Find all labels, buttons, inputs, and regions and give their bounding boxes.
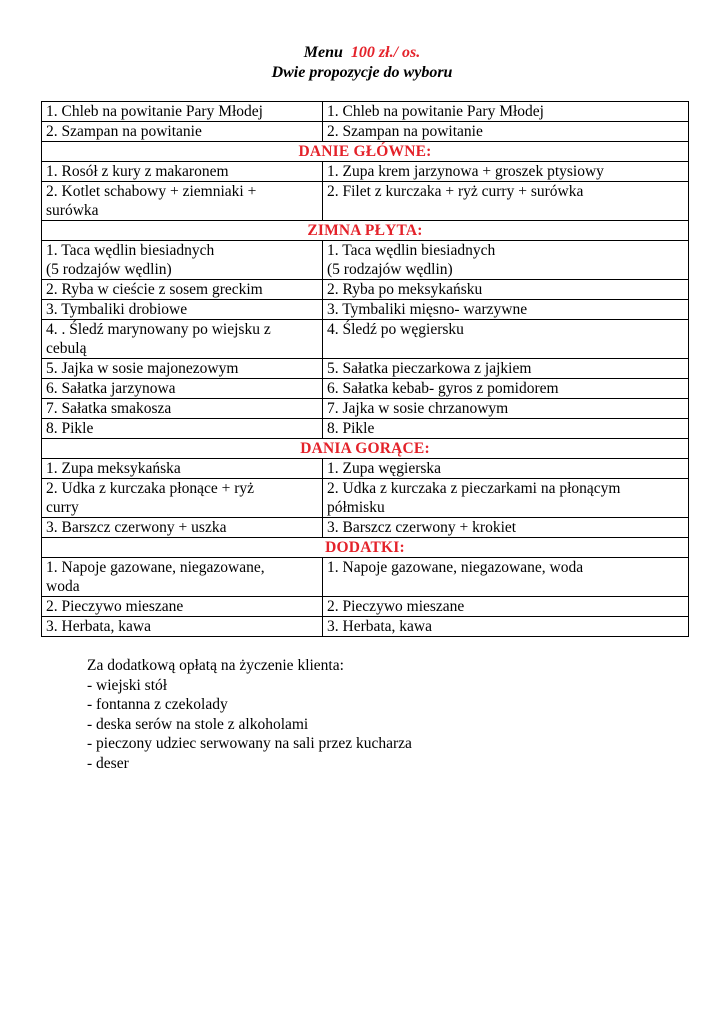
table-cell-right [323,419,689,439]
cell-text-line: 3. Herbata, kawa [46,618,152,635]
table-cell-left [42,617,323,637]
cell-text-line: 2. Udka z kurczaka płonące + ryż [46,480,254,497]
cell-text-line: 2. Udka z kurczaka z pieczarkami na płonącym [327,480,621,497]
menu-table [41,101,689,637]
table-cell-right [323,459,689,479]
menu-table-body [42,102,689,637]
cell-text-line: 2. Pieczywo mieszane [46,598,184,615]
table-cell-left [42,241,323,280]
cell-text-line: półmisku [327,499,385,516]
table-cell-right [323,399,689,419]
cell-text-line: 3. Barszcz czerwony + krokiet [327,519,517,536]
table-cell-left: 2. Szampan na powitanie [42,122,323,142]
table-cell-right: 2. Szampan na powitanie [323,122,689,142]
table-row [42,379,689,399]
table-cell-right [323,597,689,617]
menu-subtitle: Dwie propozycje do wyboru [271,64,453,81]
section-header-row [42,142,689,162]
menu-title-line [0,43,724,63]
table-cell-left [42,320,323,359]
table-row [42,182,689,221]
cell-text-line: 2. Kotlet schabowy + ziemniaki + [46,183,257,200]
cell-text-line: 1. Taca wędlin biesiadnych [46,242,215,259]
cell-text-line: 6. Sałatka kebab- gyros z pomidorem [327,380,559,397]
section-header-row [42,439,689,459]
table-row [42,102,689,122]
cell-text-line: 1. Zupa meksykańska [46,460,181,477]
extras-block [87,656,412,774]
table-row [42,320,689,359]
extras-item: - fontanna z czekolady [87,696,228,714]
table-row [42,122,689,142]
cell-text-line: 3. Barszcz czerwony + uszka [46,519,227,536]
cell-text-line: 3. Herbata, kawa [327,618,433,635]
cell-text-line: 1. Napoje gazowane, niegazowane, woda [327,559,584,576]
section-header-row [42,221,689,241]
table-cell-left [42,280,323,300]
cell-text-line: 6. Sałatka jarzynowa [46,380,176,397]
cell-text-line: 1. Zupa krem jarzynowa + groszek ptysiowy [327,163,604,180]
table-row [42,300,689,320]
cell-text-line: 1. Zupa węgierska [327,460,442,477]
extras-intro: Za dodatkową opłatą na życzenie klienta: [87,657,344,674]
cell-text-line: 7. Sałatka smakosza [46,400,172,417]
section-title: DANIA GORĄCE: [42,439,689,459]
table-cell-left: 1. Chleb na powitanie Pary Młodej [42,102,323,122]
menu-header [0,43,724,83]
extras-item: - deser [87,754,129,772]
table-cell-right [323,300,689,320]
table-cell-left [42,558,323,597]
cell-text-line: 5. Sałatka pieczarkowa z jajkiem [327,360,532,377]
cell-text-line: surówka [46,202,99,219]
section-title: DODATKI: [42,538,689,558]
table-row [42,280,689,300]
table-row [42,558,689,597]
table-cell-right [323,479,689,518]
table-cell-left [42,419,323,439]
table-cell-left [42,518,323,538]
table-row [42,162,689,182]
table-cell-right [323,162,689,182]
cell-text-line: (5 rodzajów wędlin) [46,261,172,278]
cell-text-line: 1. Rosół z kury z makaronem [46,163,229,180]
table-cell-right [323,379,689,399]
cell-text-line: curry [46,499,79,516]
table-cell-left [42,359,323,379]
extras-item: - wiejski stół [87,676,168,694]
cell-text-line: 4. . Śledź marynowany po wiejsku z [46,321,271,338]
table-cell-left [42,399,323,419]
table-cell-left [42,597,323,617]
cell-text-line: 7. Jajka w sosie chrzanowym [327,400,509,417]
cell-text-line: 3. Tymbaliki mięsno- warzywne [327,301,528,318]
cell-text-line: 1. Napoje gazowane, niegazowane, [46,559,265,576]
table-cell-right [323,280,689,300]
table-cell-right [323,558,689,597]
table-row [42,479,689,518]
section-title: DANIE GŁÓWNE: [42,142,689,162]
cell-text-line: woda [46,578,80,595]
menu-price: 100 zł./ os. [350,44,421,61]
cell-text-line: 2. Filet z kurczaka + ryż curry + surówka [327,183,584,200]
table-cell-left [42,300,323,320]
table-row [42,359,689,379]
menu-label: Menu [303,44,343,61]
table-cell-right [323,182,689,221]
table-row [42,399,689,419]
table-row [42,617,689,637]
table-cell-right: 1. Chleb na powitanie Pary Młodej [323,102,689,122]
table-cell-right [323,320,689,359]
cell-text-line: cebulą [46,340,87,357]
table-row [42,518,689,538]
cell-text-line: 8. Pikle [46,420,94,437]
table-cell-left [42,379,323,399]
cell-text-line: 3. Tymbaliki drobiowe [46,301,188,318]
extras-item: - pieczony udziec serwowany na sali przez kucharza [87,735,412,753]
table-cell-right [323,359,689,379]
section-header-row [42,538,689,558]
table-row [42,419,689,439]
cell-text-line: 4. Śledź po węgiersku [327,321,464,338]
table-row [42,597,689,617]
cell-text-line: 8. Pikle [327,420,375,437]
table-cell-left [42,182,323,221]
table-row [42,459,689,479]
table-cell-right [323,617,689,637]
table-cell-left [42,162,323,182]
cell-text-line: 5. Jajka w sosie majonezowym [46,360,239,377]
table-cell-right [323,241,689,280]
cell-text-line: 2. Ryba w cieście z sosem greckim [46,281,263,298]
table-row [42,241,689,280]
cell-text-line: 2. Ryba po meksykańsku [327,281,483,298]
cell-text-line: 2. Pieczywo mieszane [327,598,465,615]
extras-item: - deska serów na stole z alkoholami [87,715,309,733]
table-cell-left [42,479,323,518]
cell-text-line: (5 rodzajów wędlin) [327,261,453,278]
table-cell-left [42,459,323,479]
cell-text-line: 1. Taca wędlin biesiadnych [327,242,496,259]
table-cell-right [323,518,689,538]
section-title: ZIMNA PŁYTA: [42,221,689,241]
